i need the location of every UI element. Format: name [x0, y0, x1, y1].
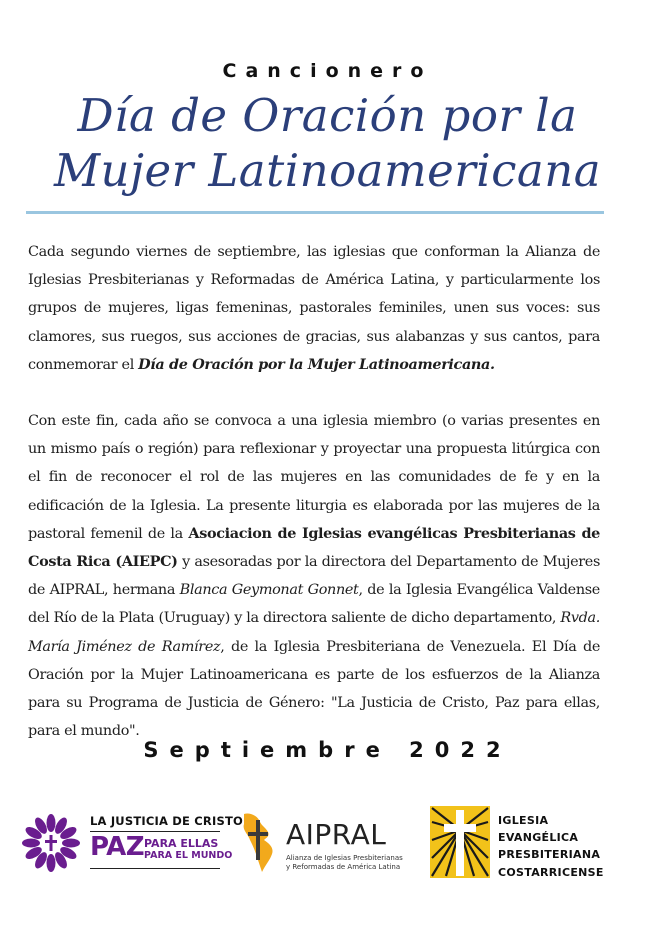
- justicia-paz: PAZ: [90, 832, 145, 862]
- subtitle: Cancionero: [222, 60, 433, 82]
- justicia-divider-bottom: [90, 868, 220, 869]
- justicia-logo: [22, 812, 243, 874]
- p1-text: Cada segundo viernes de septiembre, las iglesias que conforman la Alianza de Iglesias Presbiterianas y Reformadas de América Latina, y particularmente los grupos de mujeres, ligas femeninas, pastorales feminiles, unen sus voces: sus clamores, sus ruegos, sus acciones de gracias, sus alabanzas y sus cantos, para conmemorar el: [28, 244, 600, 373]
- body-text: [28, 238, 600, 745]
- p2-text-3: , de la Iglesia Evangélica Valdense del Río de la Plata (Uruguay) y la directora saliente de dicho departamento,: [28, 582, 600, 627]
- cross-burst-icon: [430, 806, 490, 878]
- justicia-sub2: PARA EL MUNDO: [144, 850, 233, 861]
- p2-name-2: Rvda. María Jiménez de Ramírez: [28, 610, 600, 655]
- paragraph-2: [28, 407, 600, 745]
- p2-text-4: , de la Iglesia Presbiteriana de Venezuela. El Día de Oración por la Mujer Latinoamericana es parte de los esfuerzos de la Alianza para su Programa de Justicia de Género: "La Justicia de Cristo, Paz para ellas, para el mundo".: [28, 638, 600, 740]
- iepc-logo: [430, 806, 610, 881]
- aipral-logo: [240, 810, 405, 875]
- date-heading: Septiembre 2022: [143, 738, 512, 762]
- p2-text-1: Con este fin, cada año se convoca a una iglesia miembro (o varias presentes en un mismo país o región) para reflexionar y proyectar una propuesta litúrgica con el fin de reconocer el rol de las mujeres en las comunidades de fe y en la edificación de la Iglesia. La presente liturgia es elaborada por las mujeres de la pastoral femenil de la: [28, 413, 600, 542]
- logos-row: [0, 800, 655, 890]
- iepc-line-2: EVANGÉLICA: [498, 831, 579, 845]
- americas-map-icon: [240, 810, 284, 874]
- aipral-tagline-1: Alianza de Iglesias Presbiterianas: [286, 854, 403, 862]
- p2-text-2: y asesoradas por la directora del Departamento de Mujeres de AIPRAL, hermana: [28, 554, 601, 599]
- p1-emphasis: Día de Oración por la Mujer Latinoamericana.: [138, 355, 495, 373]
- iepc-line-1: IGLESIA: [498, 814, 549, 827]
- iepc-line-3: PRESBITERIANA: [498, 848, 601, 862]
- justicia-sub1: PARA ELLAS: [144, 837, 219, 850]
- paragraph-1: [28, 238, 600, 379]
- flower-icon: [22, 812, 80, 874]
- p2-org: Asociacion de Iglesias evangélicas Presbiterianas de Costa Rica (AIEPC): [28, 524, 600, 571]
- justicia-line1: LA JUSTICIA DE CRISTO: [90, 814, 243, 828]
- aipral-tagline-2: y Reformadas de América Latina: [286, 863, 401, 871]
- p2-name-1: Blanca Geymonat Gonnet: [179, 582, 359, 599]
- iepc-line-4: COSTARRICENSE: [498, 865, 604, 879]
- iepc-name: [498, 812, 604, 881]
- title-line-2: Mujer Latinoamericana: [53, 144, 602, 197]
- aipral-name: AIPRAL: [286, 818, 387, 851]
- title-underline: [26, 211, 604, 214]
- page-title: [20, 88, 635, 198]
- title-line-1: Día de Oración por la: [77, 89, 578, 142]
